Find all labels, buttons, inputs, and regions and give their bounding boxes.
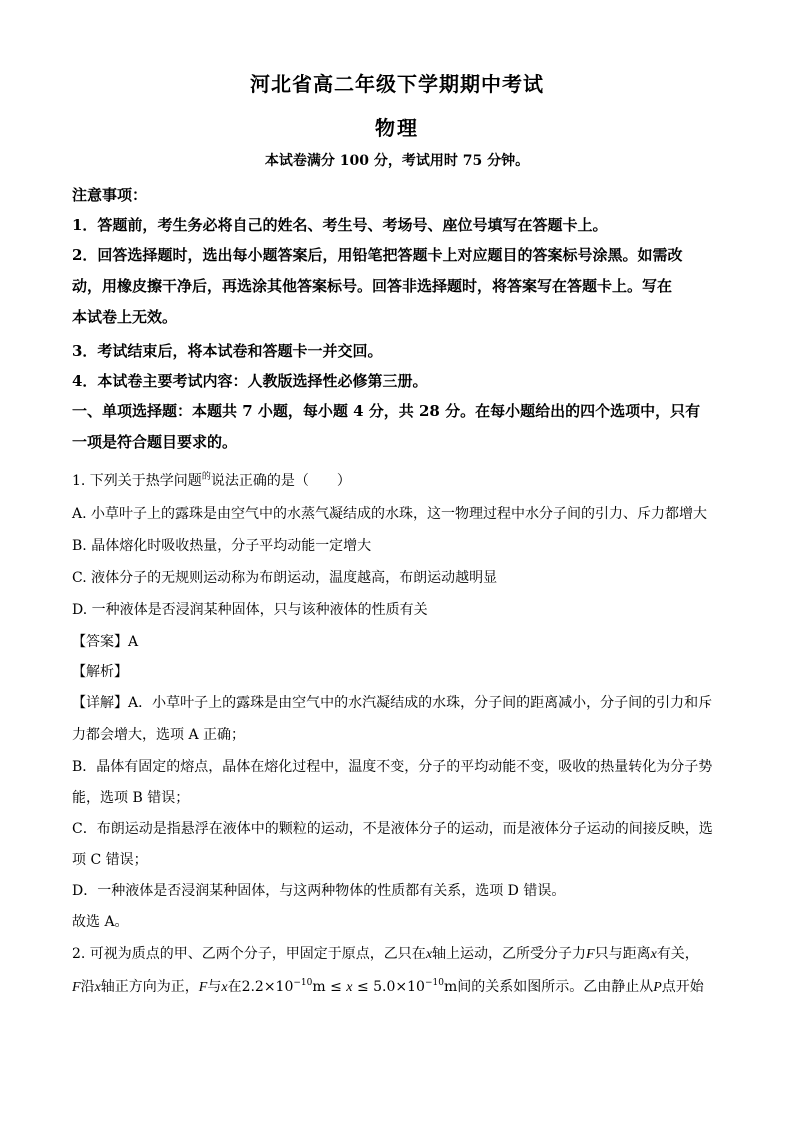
note-2-line-2: 动，用橡皮擦干净后，再选涂其他答案标号。回答非选择题时，将答案写在答题卡上。写在 [72, 277, 673, 295]
q2-var-f-1: F [586, 947, 595, 962]
q1-analysis-label: 【解析】 [72, 664, 128, 680]
q2-exp-2: −10 [424, 978, 444, 988]
exam-info: 本试卷满分 100 分，考试用时 75 分钟。 [264, 153, 530, 169]
q2-var-x-3: x [94, 980, 101, 995]
q2-var-x-2: x [650, 947, 657, 962]
q2-exp-1: −10 [293, 978, 313, 988]
q2-range-lo: 2.2×10 [241, 979, 294, 995]
q2-text-9: 间的关系如图所示。乙由静止从 [457, 979, 654, 995]
q2-unit-2: m [443, 979, 458, 995]
q2-range-mid: ≤ 5.0×10 [352, 979, 425, 995]
q2-text-10: 点开始 [661, 979, 704, 995]
q2-text-2: 轴上运动，乙所受分子力 [432, 946, 587, 962]
q2-unit-1: m ≤ [312, 979, 347, 995]
q1-detail-line-2: 力都会增大，选项 A 正确； [72, 727, 246, 743]
note-3: 3．考试结束后，将本试卷和答题卡一并交回。 [72, 342, 383, 360]
q2-text-3: 只与距离 [594, 946, 651, 962]
q2-stem-line-1 [72, 943, 724, 963]
q1-option-d: D. 一种液体是否浸润某种固体，只与该种液体的性质有关 [72, 602, 428, 618]
section-1-heading-line-2: 一项是符合题目要求的。 [72, 433, 238, 451]
section-1-heading-line-1: 一、单项选择题：本题共 7 小题，每小题 4 分，共 28 分。在每小题给出的四个选项中，只有 [72, 402, 701, 420]
q2-text-4: 有关， [656, 946, 699, 962]
q2-text-8: 在 [227, 979, 242, 995]
q1-stem-part-1: 1. 下列关于热学问题 [72, 473, 202, 489]
q1-detail-line-7: D．一种液体是否浸润某种固体，与这两种物体的性质都有关系，选项 D 错误。 [72, 883, 566, 899]
note-4: 4．本试卷主要考试内容：人教版选择性必修第三册。 [72, 372, 428, 390]
q1-option-a: A. 小草叶子上的露珠是由空气中的水蒸气凝结成的水珠，这一物理过程中水分子间的引力、斥力都增大 [72, 506, 708, 522]
q2-var-x-4: x [221, 980, 228, 995]
q2-text-5: 沿 [80, 979, 95, 995]
q2-var-f-3: F [198, 980, 208, 995]
q1-detail-line-6: 项 C 错误； [72, 852, 148, 868]
q2-stem-line-2 [72, 976, 724, 996]
q1-stem [72, 469, 724, 490]
q2-var-x-1: x [425, 947, 433, 962]
subject-title: 物理 [375, 116, 419, 140]
q1-detail-line-5: C．布朗运动是指悬浮在液体中的颗粒的运动，不是液体分子的运动，而是液体分子运动的间接反映，选 [72, 821, 713, 837]
q2-var-p: P [653, 980, 662, 995]
exam-title: 河北省高二年级下学期期中考试 [250, 72, 544, 96]
q1-detail-line-3: B．晶体有固定的熔点，晶体在熔化过程中，温度不变，分子的平均动能不变，吸收的热量转化为分子势 [72, 759, 713, 775]
q1-detail-line-4: 能，选项 B 错误； [72, 790, 190, 806]
q1-stem-part-2: 说法正确的是（ ） [210, 473, 351, 489]
notes-heading: 注意事项： [72, 186, 148, 204]
q1-detail-line-1: 【详解】A．小草叶子上的露珠是由空气中的水汽凝结成的水珠，分子间的距离减小，分子间的引力和斥 [72, 695, 713, 711]
q1-option-b: B. 晶体熔化时吸收热量，分子平均动能一定增大 [72, 538, 372, 554]
q2-var-f-2: F [72, 980, 81, 995]
q1-answer: 【答案】A [72, 634, 139, 650]
q2-text-1: 2. 可视为质点的甲、乙两个分子，甲固定于原点，乙只在 [72, 946, 426, 962]
q2-text-6: 轴正方向为正， [100, 979, 199, 995]
note-1: 1．答题前，考生务必将自己的姓名、考生号、考场号、座位号填写在答题卡上。 [72, 216, 608, 234]
q2-text-7: 与 [207, 979, 222, 995]
note-2-line-3: 本试卷上无效。 [72, 308, 178, 326]
q1-stem-sup: 的 [201, 472, 211, 482]
q2-range-x: x [346, 980, 353, 995]
note-2-line-1: 2．回答选择题时，选出每小题答案后，用铅笔把答题卡上对应题目的答案标号涂黑。如需改 [72, 246, 683, 264]
q1-option-c: C. 液体分子的无规则运动称为布朗运动，温度越高，布朗运动越明显 [72, 570, 498, 586]
q1-conclusion: 故选 A。 [72, 914, 129, 930]
